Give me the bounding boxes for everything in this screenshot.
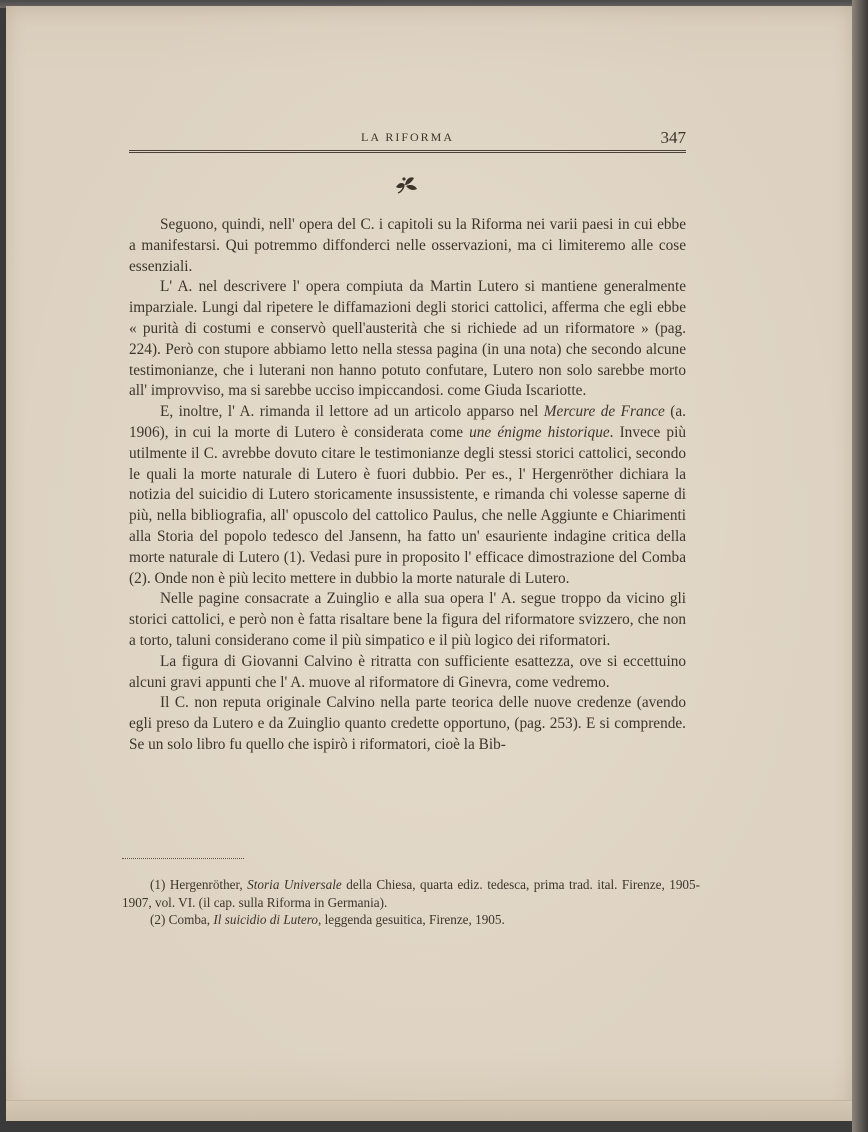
italic-title: Il suicidio di Lutero — [213, 912, 319, 927]
main-text — [129, 215, 686, 756]
italic-title: Mercure de France — [543, 403, 665, 421]
fleuron-icon — [392, 173, 422, 195]
running-head — [129, 126, 686, 152]
text-run: La figura di Giovanni Calvino è ritratta con sufficiente esattezza, ove si eccettuino alcuni gravi appunti che l' A. muove al riformatore di Ginevra, come vedremo. — [129, 652, 686, 691]
italic-title: une énigme historique — [469, 423, 610, 441]
text-run: , leggenda gesuitica, Firenze, 1905. — [318, 912, 505, 927]
footnote-separator — [122, 858, 244, 859]
text-run: Seguono, quindi, nell' opera del C. i capitoli su la Riforma nei varii paesi in cui ebbe a manifestarsi. Qui potremmo diffonderci nelle osservazioni, ma ci limiteremo alle cose essenziali. — [129, 216, 686, 275]
text-run: L' A. nel descrivere l' opera compiuta da Martin Lutero si mantiene generalmente imparziale. Lungi dal ripetere le diffamazioni degli storici cattolici, afferma che egli ebbe « purità di costumi e conservò quell'austerità che si richiede ad un riformatore » (pag. 224). Però con stupore abbiamo letto nella stessa pagina (in una nota) che secondo alcune testimonianze, che i luterani non hanno potuto confutare, Lutero non solo sarebbe morto all' improvviso, ma si sarebbe ucciso impiccandosi. come Giuda Iscariotte. — [129, 278, 686, 400]
text-run: . Invece più utilmente il C. avrebbe dovuto citare le testimonianze degli stessi storici cattolici, secondo le quali la morte naturale di Lutero è fuori dubbio. Per es., l' Hergenröther dichiara la notizia del suicidio di Lutero storicamente insussistente, e rimanda chi volesse saperne di più, nella bibliografia, all' opuscolo del cattolico Paulus, che nelle Aggiunte e Chiarimenti alla Storia del popolo tedesco del Jansenn, ha fatto un' esauriente indagine critica della morte naturale di Lutero (1). Vedasi pure in proposito l' efficace dimostrazione del Comba (2). Onde non è più lecito mettere in dubbio la morte naturale di Lutero. — [129, 423, 686, 587]
paragraph — [129, 589, 686, 651]
text-run: (a. 1906), in cui la morte di Lutero è considerata come — [129, 403, 686, 441]
text-run: della Chiesa, quarta ediz. tedesca, prima trad. ital. Firenze, 1905-1907, vol. VI. (il cap. sulla Riforma in Germania). — [122, 877, 700, 910]
text-run: (1) Hergenröther, — [150, 877, 248, 892]
footnotes — [122, 876, 700, 929]
running-title: LA RIFORMA — [360, 130, 454, 144]
italic-title: Storia Universale — [247, 877, 342, 892]
page-number: 347 — [660, 128, 686, 147]
scan-right-edge — [852, 0, 868, 1132]
paragraph — [129, 402, 686, 589]
text-run: Nelle pagine consacrate a Zuinglio e alla sua opera l' A. segue troppo da vicino gli storici cattolici, e però non è fatta risaltare bene la figura del riformatore svizzero, che non a torto, taluni considerano come il più simpatico e il più logico dei riformatori. — [129, 590, 686, 649]
text-run: (2) Comba, — [150, 912, 214, 927]
paragraph — [129, 277, 686, 402]
footnote — [122, 911, 700, 929]
paragraph — [129, 652, 686, 694]
footnote — [122, 876, 700, 911]
text-run: E, inoltre, l' A. rimanda il lettore ad un articolo apparso nel — [160, 403, 544, 421]
header-rule — [129, 150, 686, 153]
paragraph — [129, 693, 686, 755]
text-run: Il C. non reputa originale Calvino nella parte teorica delle nuove credenze (avendo egli preso da Lutero e da Zuinglio quanto credette opportuno, (pag. 253). E si comprende. Se un solo libro fu quello che ispirò i riformatori, cioè la Bib- — [129, 694, 686, 753]
paragraph — [129, 215, 686, 277]
page-bottom-fold — [6, 1100, 852, 1121]
